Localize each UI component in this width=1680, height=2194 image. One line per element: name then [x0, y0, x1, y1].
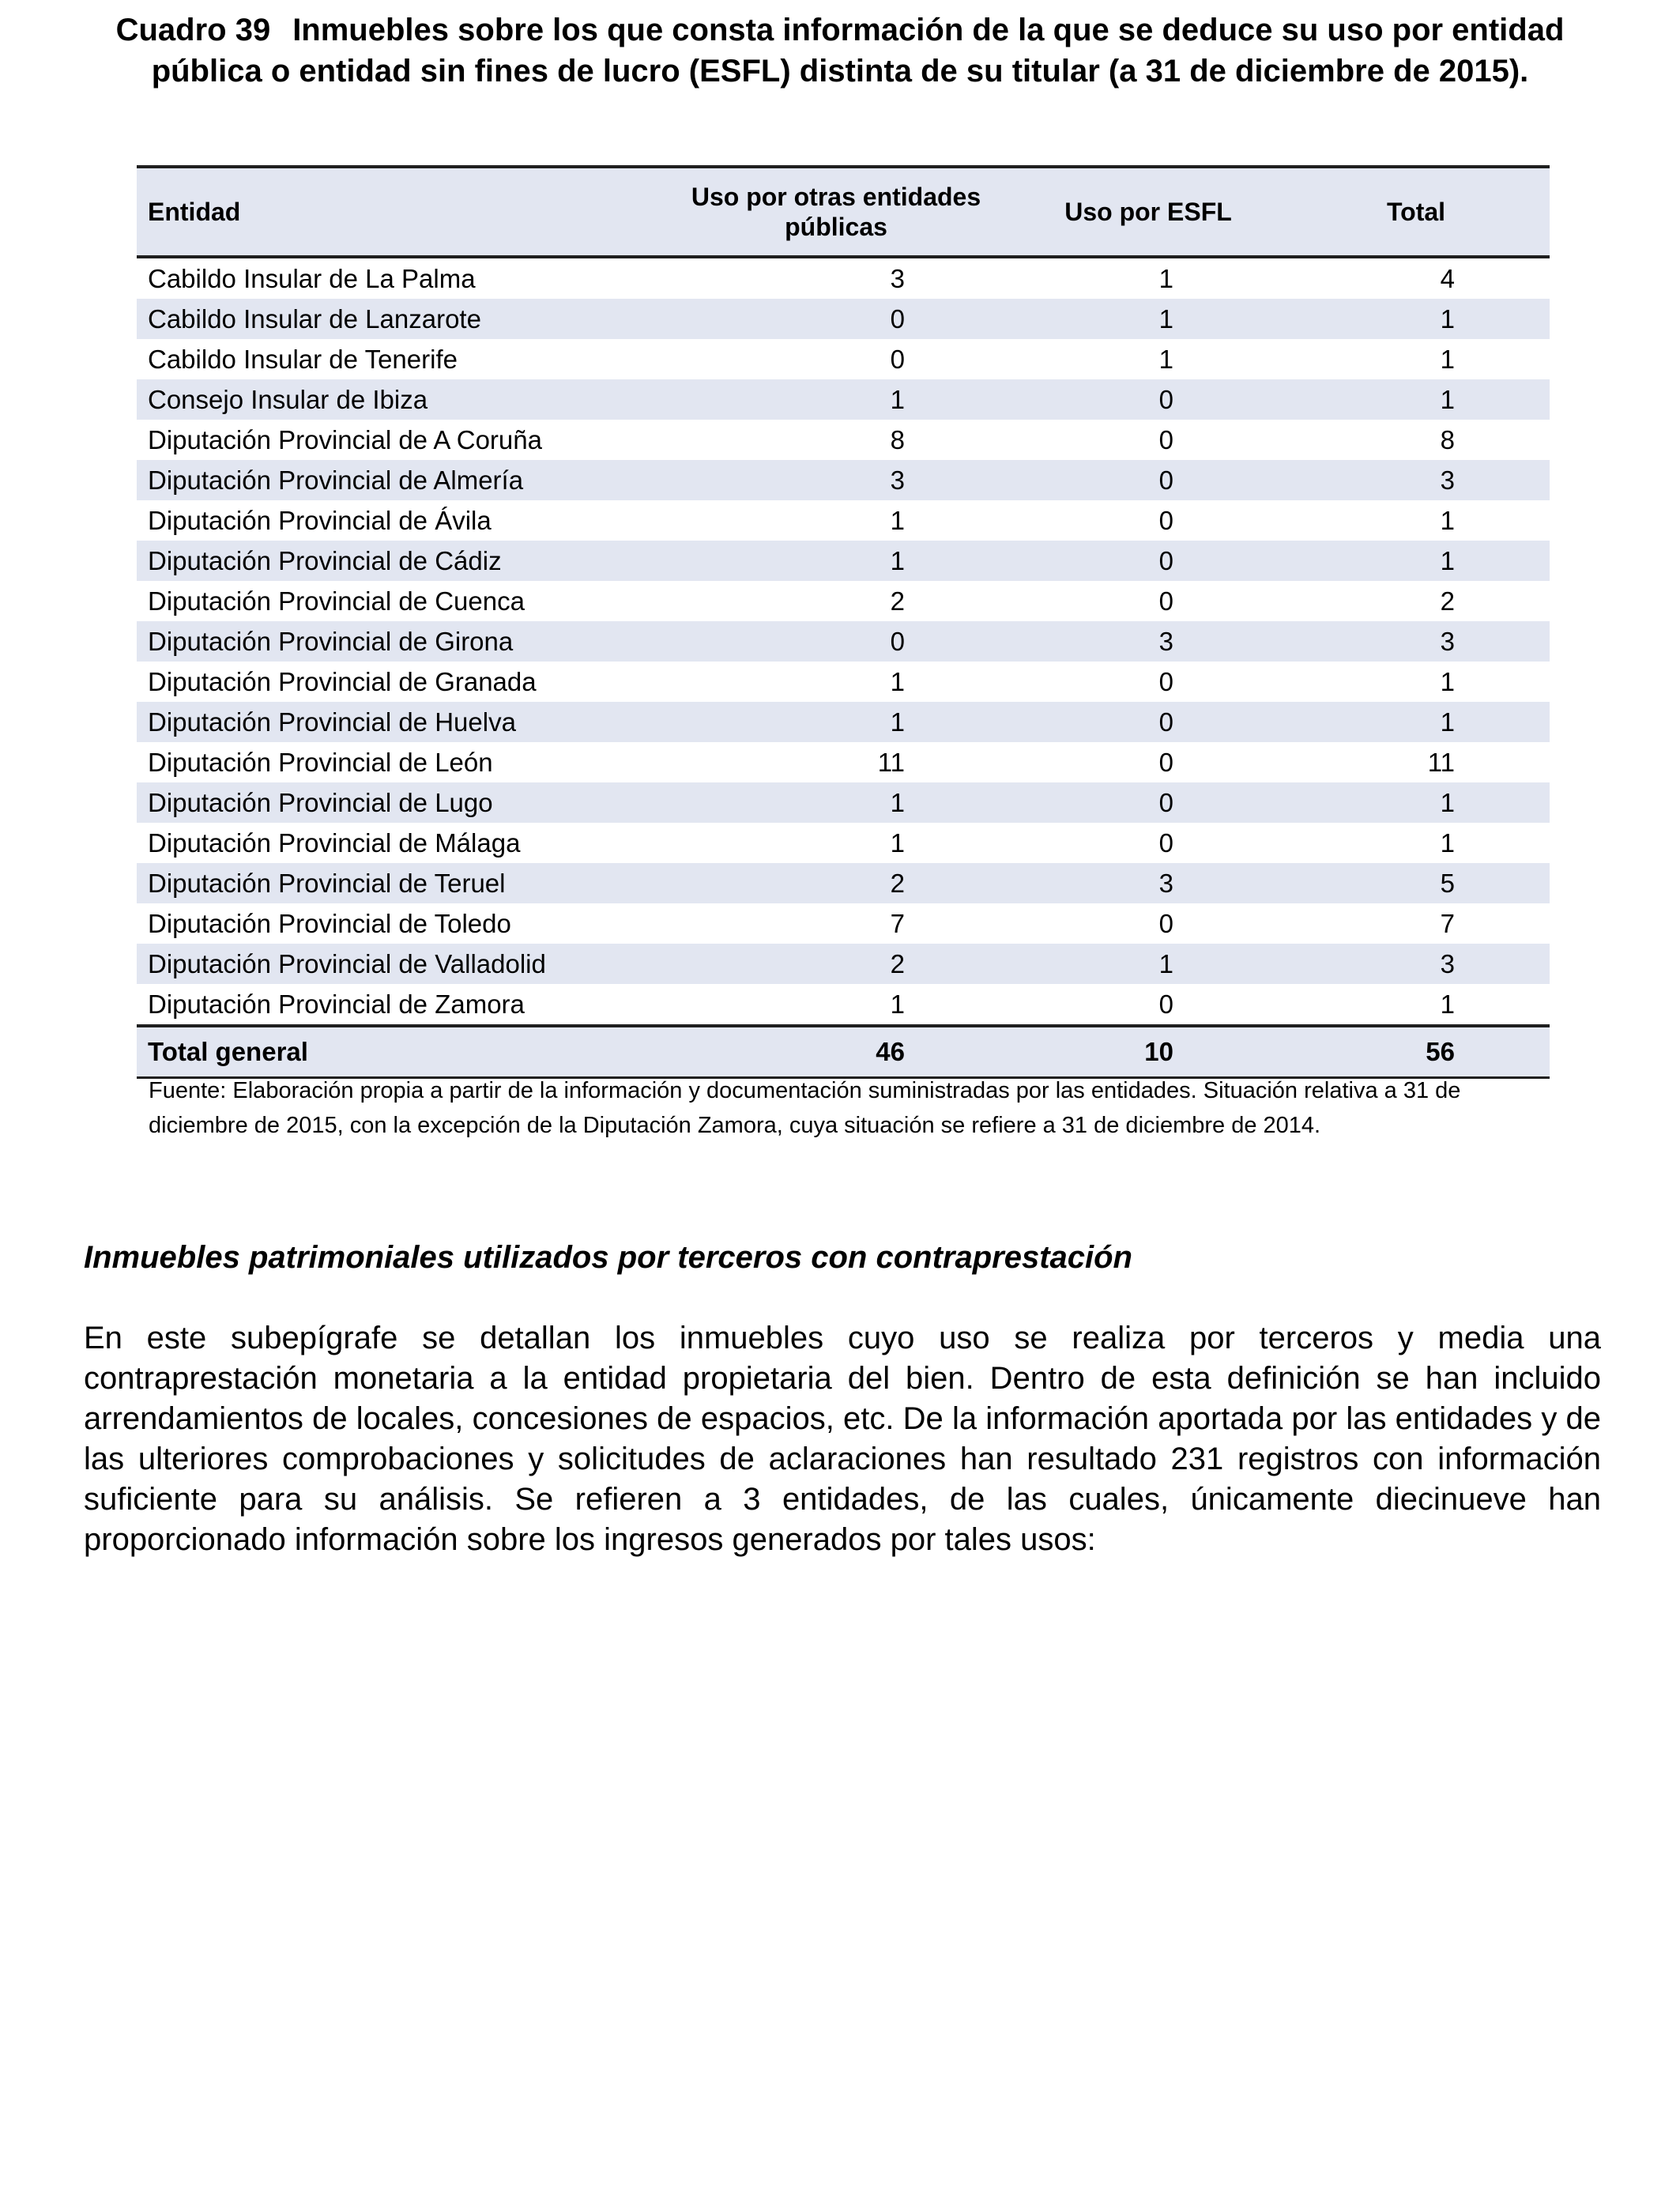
table-row	[137, 420, 1550, 460]
cell-uso-esfl: 0	[1014, 541, 1283, 581]
cell-uso-esfl: 0	[1158, 424, 1173, 454]
section-heading: Inmuebles patrimoniales utilizados por terceros con contraprestación	[84, 1240, 1132, 1275]
cell-uso-esfl: 1	[1014, 299, 1283, 339]
cell-uso-esfl: 0	[1158, 827, 1173, 858]
table-row	[137, 903, 1550, 944]
cell-uso-esfl: 1	[1014, 944, 1283, 984]
cell-uso-esfl: 0	[1014, 782, 1283, 823]
table-row	[137, 662, 1550, 702]
caption-label: Cuadro 39	[115, 13, 271, 47]
cell-uso-entidades-publicas: 2	[658, 863, 1014, 903]
cell-uso-entidades-publicas: 3	[890, 263, 905, 293]
table-row	[137, 581, 1550, 621]
table-row	[137, 541, 1550, 581]
table-footer	[137, 1026, 1550, 1078]
cell-uso-esfl: 0	[1158, 505, 1173, 535]
cell-entidad: Cabildo Insular de La Palma	[148, 263, 476, 293]
cell-uso-esfl: 0	[1014, 460, 1283, 500]
cell-uso-entidades-publicas: 0	[890, 344, 905, 374]
cell-entidad: Diputación Provincial de Cádiz	[137, 541, 658, 581]
cell-uso-entidades-publicas: 11	[877, 747, 905, 777]
cell-entidad: Diputación Provincial de Huelva	[137, 702, 658, 742]
table-caption	[79, 9, 1601, 92]
table-row	[137, 742, 1550, 782]
cell-uso-esfl: 3	[1014, 863, 1283, 903]
cell-uso-esfl: 0	[1158, 989, 1173, 1019]
cell-total: 11	[1427, 747, 1455, 777]
caption-text: Inmuebles sobre los que consta información de la que se deduce su uso por entidad pública o entidad sin fines de lucro (ESFL) distinta de su titular (a 31 de diciembre de 2015).	[151, 13, 1565, 89]
cell-total: 8	[1440, 424, 1455, 454]
cell-total: 1	[1283, 782, 1550, 823]
cell-entidad: Diputación Provincial de León	[148, 747, 493, 777]
table-row	[137, 379, 1550, 420]
table-row	[137, 863, 1550, 903]
total-row	[137, 1026, 1550, 1078]
data-table-container	[137, 165, 1550, 1079]
header-uso-esfl: Uso por ESFL	[1014, 167, 1283, 257]
cell-total: 1	[1283, 379, 1550, 420]
cell-uso-esfl: 3	[1014, 621, 1283, 662]
cell-uso-esfl: 0	[1158, 666, 1173, 696]
cell-entidad: Diputación Provincial de Teruel	[137, 863, 658, 903]
cell-entidad: Diputación Provincial de Almería	[137, 460, 658, 500]
table-row	[137, 823, 1550, 863]
total-total: 56	[1283, 1026, 1550, 1078]
table-header	[137, 167, 1550, 257]
cell-entidad: Diputación Provincial de Toledo	[148, 908, 511, 938]
cell-entidad: Diputación Provincial de A Coruña	[148, 424, 542, 454]
cell-uso-esfl: 0	[1158, 747, 1173, 777]
cell-entidad: Diputación Provincial de Lugo	[137, 782, 658, 823]
cell-uso-entidades-publicas: 0	[658, 299, 1014, 339]
cell-total: 1	[1440, 505, 1455, 535]
cell-uso-entidades-publicas: 1	[658, 702, 1014, 742]
cell-entidad: Diputación Provincial de Granada	[148, 666, 537, 696]
total-uso-entidades-publicas: 46	[658, 1026, 1014, 1078]
table-row	[137, 702, 1550, 742]
cell-uso-esfl: 0	[1014, 702, 1283, 742]
cell-total: 1	[1440, 666, 1455, 696]
cell-total: 3	[1283, 621, 1550, 662]
cell-entidad: Consejo Insular de Ibiza	[137, 379, 658, 420]
header-total: Total	[1283, 167, 1550, 257]
cell-uso-entidades-publicas: 7	[890, 908, 905, 938]
cell-total: 1	[1283, 702, 1550, 742]
cell-uso-entidades-publicas: 1	[658, 541, 1014, 581]
cell-uso-entidades-publicas: 1	[890, 505, 905, 535]
cell-total: 1	[1283, 299, 1550, 339]
cell-uso-entidades-publicas: 1	[890, 827, 905, 858]
cell-uso-esfl: 0	[1014, 379, 1283, 420]
cell-uso-entidades-publicas: 1	[658, 782, 1014, 823]
cell-uso-esfl: 1	[1158, 263, 1173, 293]
cell-total: 2	[1440, 586, 1455, 616]
total-label: Total general	[137, 1026, 658, 1078]
cell-uso-entidades-publicas: 1	[658, 379, 1014, 420]
cell-entidad: Cabildo Insular de Tenerife	[148, 344, 458, 374]
cell-uso-esfl: 1	[1158, 344, 1173, 374]
table-row	[137, 500, 1550, 541]
cell-uso-entidades-publicas: 1	[890, 666, 905, 696]
cell-uso-entidades-publicas: 8	[890, 424, 905, 454]
cell-uso-entidades-publicas: 0	[658, 621, 1014, 662]
cell-entidad: Diputación Provincial de Valladolid	[137, 944, 658, 984]
table-row	[137, 944, 1550, 984]
cell-total: 1	[1440, 989, 1455, 1019]
header-row	[137, 167, 1550, 257]
table-row	[137, 339, 1550, 379]
table-row	[137, 984, 1550, 1026]
section-paragraph: En este subepígrafe se detallan los inmuebles cuyo uso se realiza por terceros y media una contraprestación monetaria a la entidad propietaria del bien. Dentro de esta definición se han incluido arrendamientos de locales, concesiones de espacios, etc. De la información aportada por las entidades y de las ulteriores comprobaciones y solicitudes de aclaraciones han resultado 231 registros con información suficiente para su análisis. Se refieren a 3 entidades, de las cuales, únicamente diecinueve han proporcionado información sobre los ingresos generados por tales usos:	[84, 1321, 1601, 1557]
table-row	[137, 257, 1550, 299]
cell-uso-esfl: 0	[1158, 586, 1173, 616]
header-entidad: Entidad	[137, 167, 658, 257]
source-note: Fuente: Elaboración propia a partir de la información y documentación suministradas por las entidades. Situación relativa a 31 de diciembre de 2015, con la excepción de la Diputación Zamora, cuya situación se refiere a 31 de diciembre de 2014.	[149, 1078, 1461, 1138]
cell-entidad: Diputación Provincial de Cuenca	[148, 586, 525, 616]
cell-entidad: Cabildo Insular de Lanzarote	[137, 299, 658, 339]
table-row	[137, 621, 1550, 662]
cell-entidad: Diputación Provincial de Zamora	[148, 989, 525, 1019]
cell-uso-esfl: 0	[1158, 908, 1173, 938]
header-uso-entidades-publicas: Uso por otras entidades públicas	[658, 167, 1014, 257]
cell-total: 5	[1283, 863, 1550, 903]
cell-uso-entidades-publicas: 1	[890, 989, 905, 1019]
cell-entidad: Diputación Provincial de Girona	[137, 621, 658, 662]
cell-entidad: Diputación Provincial de Ávila	[148, 505, 492, 535]
table-row	[137, 782, 1550, 823]
cell-total: 4	[1440, 263, 1455, 293]
table-row	[137, 460, 1550, 500]
data-table	[137, 165, 1550, 1079]
table-body	[137, 257, 1550, 1026]
cell-uso-entidades-publicas: 3	[658, 460, 1014, 500]
cell-total: 7	[1440, 908, 1455, 938]
cell-total: 1	[1440, 827, 1455, 858]
cell-total: 3	[1283, 460, 1550, 500]
cell-total: 1	[1283, 541, 1550, 581]
table-row	[137, 299, 1550, 339]
cell-total: 1	[1440, 344, 1455, 374]
cell-entidad: Diputación Provincial de Málaga	[148, 827, 521, 858]
total-uso-esfl: 10	[1014, 1026, 1283, 1078]
cell-uso-entidades-publicas: 2	[890, 586, 905, 616]
cell-uso-entidades-publicas: 2	[658, 944, 1014, 984]
cell-total: 3	[1283, 944, 1550, 984]
